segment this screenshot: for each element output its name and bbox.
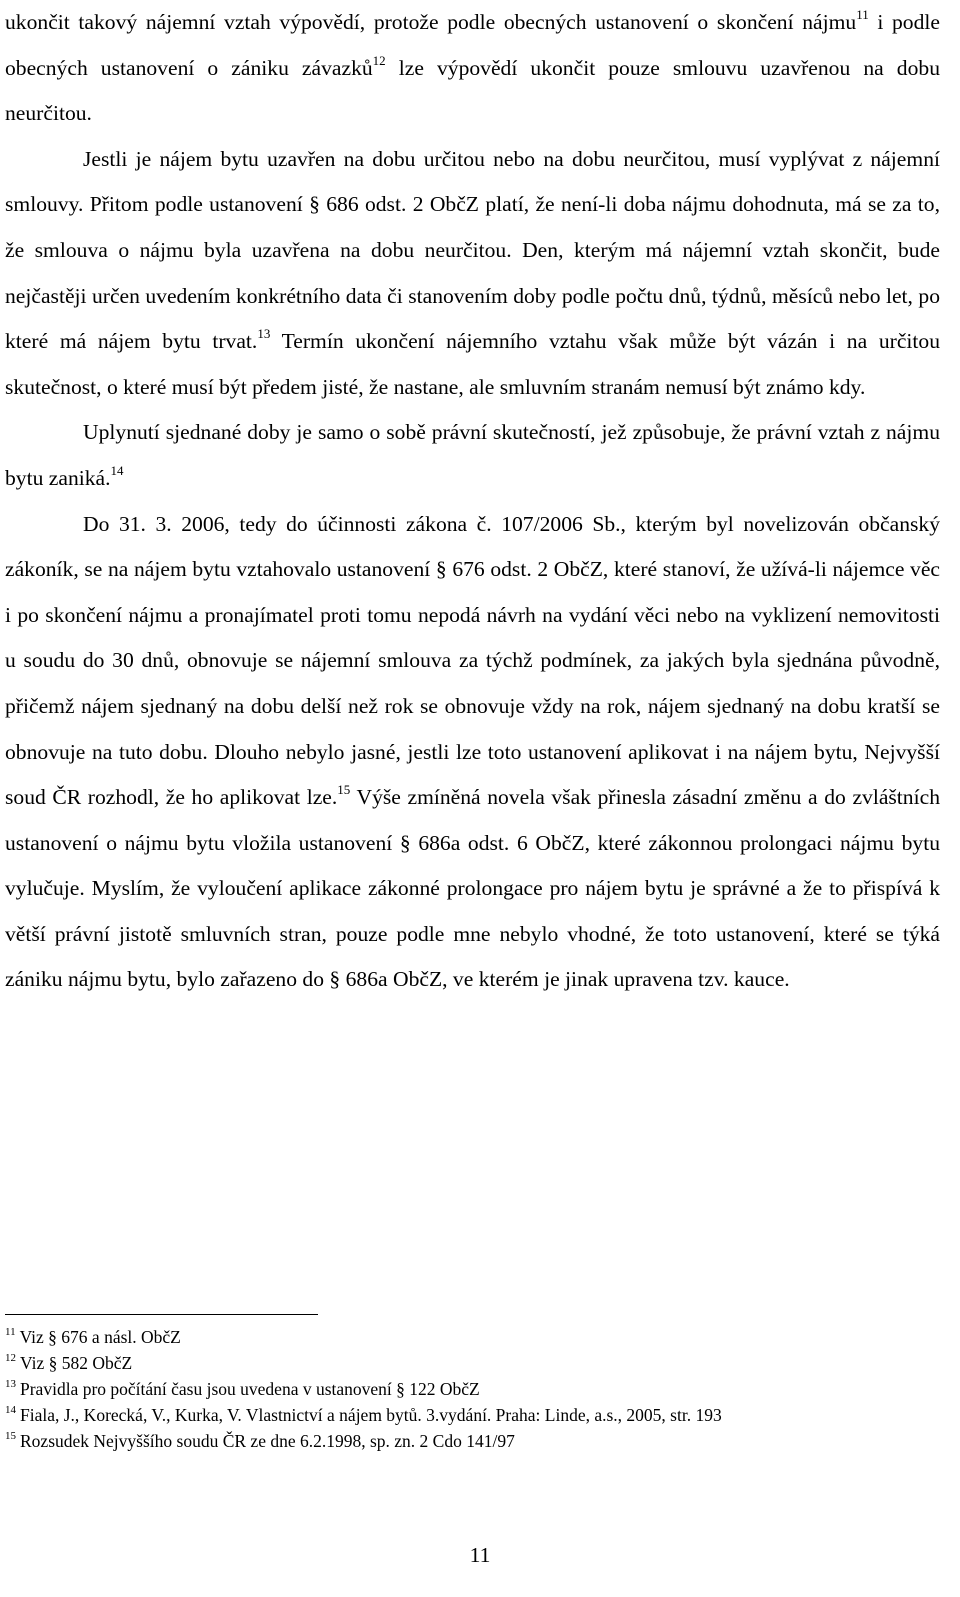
footnote-ref-11: 11 — [856, 7, 869, 22]
footnote-number: 12 — [5, 1352, 16, 1364]
footnote-text: Pravidla pro počítání času jsou uvedena v ustanovení § 122 ObčZ — [20, 1379, 480, 1399]
footnote-item — [5, 1350, 940, 1376]
footnote-text: Viz § 676 a násl. ObčZ — [19, 1327, 181, 1347]
footnote-number: 11 — [5, 1326, 16, 1338]
paragraph-4-text-a: Do 31. 3. 2006, tedy do účinnosti zákona č. 107/2006 Sb., kterým byl novelizován občanský zákoník, se na nájem bytu vztahovalo ustanovení § 676 odst. 2 ObčZ, které stanoví, že užívá-li nájemce věc i po skončení nájmu a pronajímatel proti tomu nepodá návrh na vydání věci nebo na vyklizení nemovitosti u soudu do 30 dnů, obnovuje se nájemní smlouva za týchž podmínek, za jakých byla sjednána původně, přičemž nájem sjednaný na dobu delší než rok se obnovuje vždy na rok, nájem sjednaný na dobu kratší se obnovuje na tuto dobu. Dlouho nebylo jasné, jestli lze toto ustanovení aplikovat i na nájem bytu, Nejvyšší soud ČR rozhodl, že ho aplikovat lze. — [5, 511, 940, 810]
footnotes — [5, 1324, 940, 1454]
paragraph-3 — [5, 410, 940, 501]
footnote-item — [5, 1428, 940, 1454]
footnote-number: 15 — [5, 1430, 16, 1442]
paragraph-2 — [5, 137, 940, 411]
paragraph-3-text-a: Uplynutí sjednané doby je samo o sobě právní skutečností, jež způsobuje, že právní vztah z nájmu bytu zaniká. — [5, 420, 940, 490]
footnote-text: Fiala, J., Korecká, V., Kurka, V. Vlastnictví a nájem bytů. 3.vydání. Praha: Linde, a.s., 2005, str. 193 — [20, 1405, 722, 1425]
footnote-text: Rozsudek Nejvyššího soudu ČR ze dne 6.2.1998, sp. zn. 2 Cdo 141/97 — [20, 1431, 515, 1451]
body-text — [5, 0, 940, 1003]
page-number: 11 — [469, 1543, 491, 1567]
paragraph-2-text-a: Jestli je nájem bytu uzavřen na dobu určitou nebo na dobu neurčitou, musí vyplývat z nájemní smlouvy. Přitom podle ustanovení § 686 odst. 2 ObčZ platí, že není-li doba nájmu dohodnuta, má se za to, že smlouva o nájmu byla uzavřena na dobu neurčitou. Den, kterým má nájemní vztah skončit, bude nejčastěji určen uvedením konkrétního data či stanovením doby podle počtu dnů, týdnů, měsíců nebo let, po které má nájem bytu trvat. — [5, 146, 940, 354]
footnote-ref-14: 14 — [110, 462, 124, 478]
paragraph-1-text-a: ukončit takový nájemní vztah výpovědí, protože podle obecných ustanovení o skončení nájmu — [5, 10, 857, 34]
footnote-ref-13: 13 — [257, 326, 271, 342]
footnote-item — [5, 1402, 940, 1428]
footnote-item — [5, 1376, 940, 1402]
footnote-number: 14 — [5, 1404, 16, 1416]
paragraph-1-text-b: i podle obecných ustanovení o zániku závazků — [5, 10, 940, 80]
paragraph-4 — [5, 502, 940, 1004]
paragraph-1 — [5, 0, 940, 137]
footnote-ref-12: 12 — [372, 52, 386, 68]
paragraph-4-text-b: Výše zmíněná novela však přinesla zásadní změnu a do zvláštních ustanovení o nájmu bytu vložila ustanovení § 686a odst. 6 ObčZ, které zákonnou prolongaci nájmu bytu vylučuje. Myslím, že vyloučení aplikace zákonné prolongace pro nájem bytu je správné a že to přispívá k větší právní jistotě smluvních stran, pouze podle mne nebylo vhodné, že toto ustanovení, které se týká zániku nájmu bytu, bylo zařazeno do § 686a ObčZ, ve kterém je jinak upravena tzv. kauce. — [5, 785, 940, 992]
footnote-text: Viz § 582 ObčZ — [20, 1353, 133, 1373]
footnote-number: 13 — [5, 1378, 16, 1390]
footnote-separator — [5, 1314, 318, 1315]
paragraph-1-text-c: lze výpovědí ukončit pouze smlouvu uzavřenou na dobu neurčitou. — [5, 55, 940, 126]
footnote-ref-15: 15 — [337, 782, 351, 798]
paragraph-2-text-b: Termín ukončení nájemního vztahu však může být vázán i na určitou skutečnost, o které musí být předem jisté, že nastane, ale smluvním stranám nemusí být známo kdy. — [5, 329, 940, 399]
footnote-item — [5, 1324, 940, 1350]
